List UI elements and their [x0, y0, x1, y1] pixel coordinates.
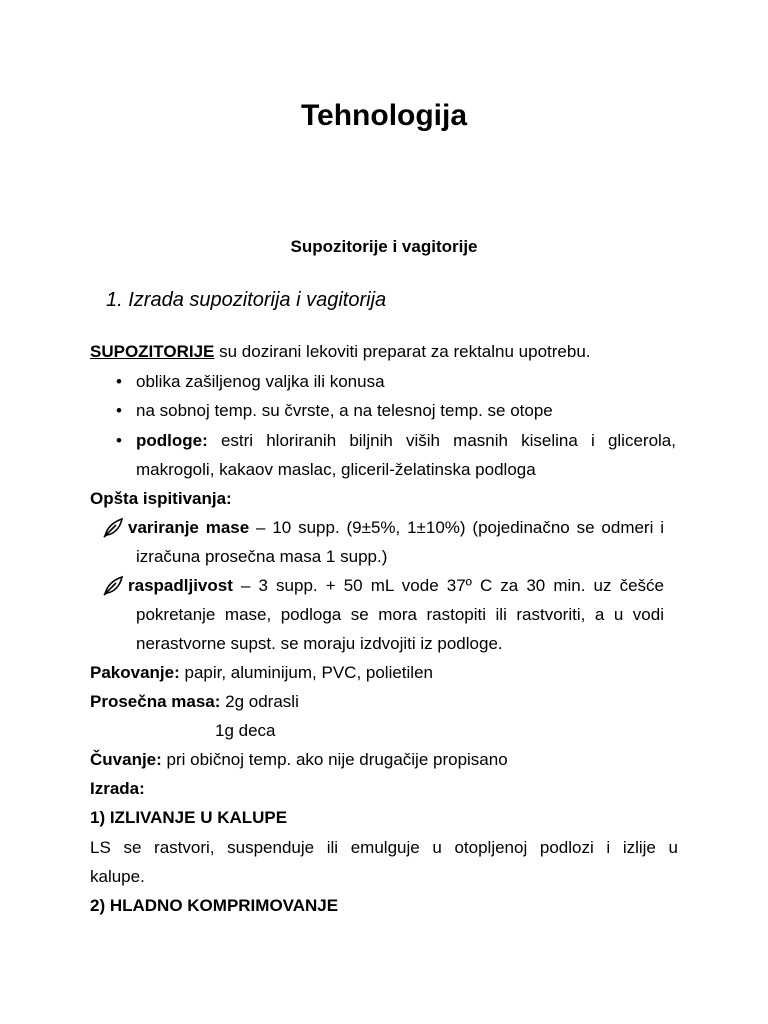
test2-label: raspadljivost: [128, 576, 233, 595]
izrada-step2-title: 2) HLADNO KOMPRIMOVANJE: [90, 896, 339, 915]
intro-paragraph: [90, 340, 591, 364]
section-heading: 1. Izrada supozitorija i vagitorija: [106, 289, 387, 311]
bullet-dot-icon: •: [116, 372, 122, 391]
bullet-dot-icon: •: [116, 401, 122, 420]
cuvanje-label: Čuvanje:: [90, 750, 162, 769]
test2-text-3: nerastvorne supst. se moraju izdvojiti iz podloge.: [136, 634, 503, 653]
leaf-icon: [101, 573, 125, 597]
izrada-step1-title: 1) IZLIVANJE U KALUPE: [90, 808, 288, 827]
podloge-text-2: makrogoli, kakaov maslac, gliceril-želatinska podloga: [136, 460, 536, 479]
pakovanje-row: [90, 661, 433, 685]
podloge-text-1: estri hloriranih biljnih viših masnih kiselina i glicerola,: [207, 431, 676, 450]
test2-line-1: [128, 574, 664, 598]
prosecna-masa-children: 1g deca: [215, 721, 276, 740]
pakovanje-label: Pakovanje:: [90, 663, 180, 682]
prosecna-masa-row: [90, 690, 299, 714]
intro-definition: su dozirani lekoviti preparat za rektalnu upotrebu.: [214, 342, 591, 361]
test1-line-1: [128, 516, 664, 540]
prosecna-masa-adult: 2g odrasli: [220, 692, 299, 711]
izrada-step1-text-2: kalupe.: [90, 867, 145, 886]
page-title: Tehnologija: [300, 99, 468, 132]
izrada-heading: Izrada:: [90, 779, 145, 798]
subtitle: Supozitorije i vagitorije: [290, 237, 478, 256]
cuvanje-row: [90, 748, 508, 772]
leaf-icon: [101, 515, 125, 539]
test1-text-1: – 10 supp. (9±5%, 1±10%) (pojedinačno se odmeri i: [249, 518, 664, 537]
test1-text-2: izračuna prosečna masa 1 supp.): [136, 547, 388, 566]
izrada-step1-text-1: LS se rastvori, suspenduje ili emulguje u otopljenoj podlozi i izlije u: [90, 838, 678, 857]
opsta-heading: Opšta ispitivanja:: [90, 489, 232, 508]
bullet-item-podloge: [136, 429, 676, 453]
test1-label: variranje mase: [128, 518, 250, 537]
prosecna-masa-label: Prosečna masa:: [90, 692, 221, 711]
bullet-item: na sobnoj temp. su čvrste, a na telesnoj temp. se otope: [136, 401, 553, 420]
intro-term: SUPOZITORIJE: [90, 342, 215, 361]
cuvanje-value: pri običnoj temp. ako nije drugačije propisano: [161, 750, 508, 769]
test2-text-1: – 3 supp. + 50 mL vode 37º C za 30 min. uz češće: [232, 576, 664, 595]
pakovanje-value: papir, aluminijum, PVC, polietilen: [179, 663, 433, 682]
podloge-label: podloge:: [136, 431, 208, 450]
bullet-dot-icon: •: [116, 431, 122, 450]
test2-text-2: pokretanje mase, podloga se mora rastopiti ili rastvoriti, a u vodi: [136, 605, 664, 624]
bullet-item: oblika zašiljenog valjka ili konusa: [136, 372, 385, 391]
